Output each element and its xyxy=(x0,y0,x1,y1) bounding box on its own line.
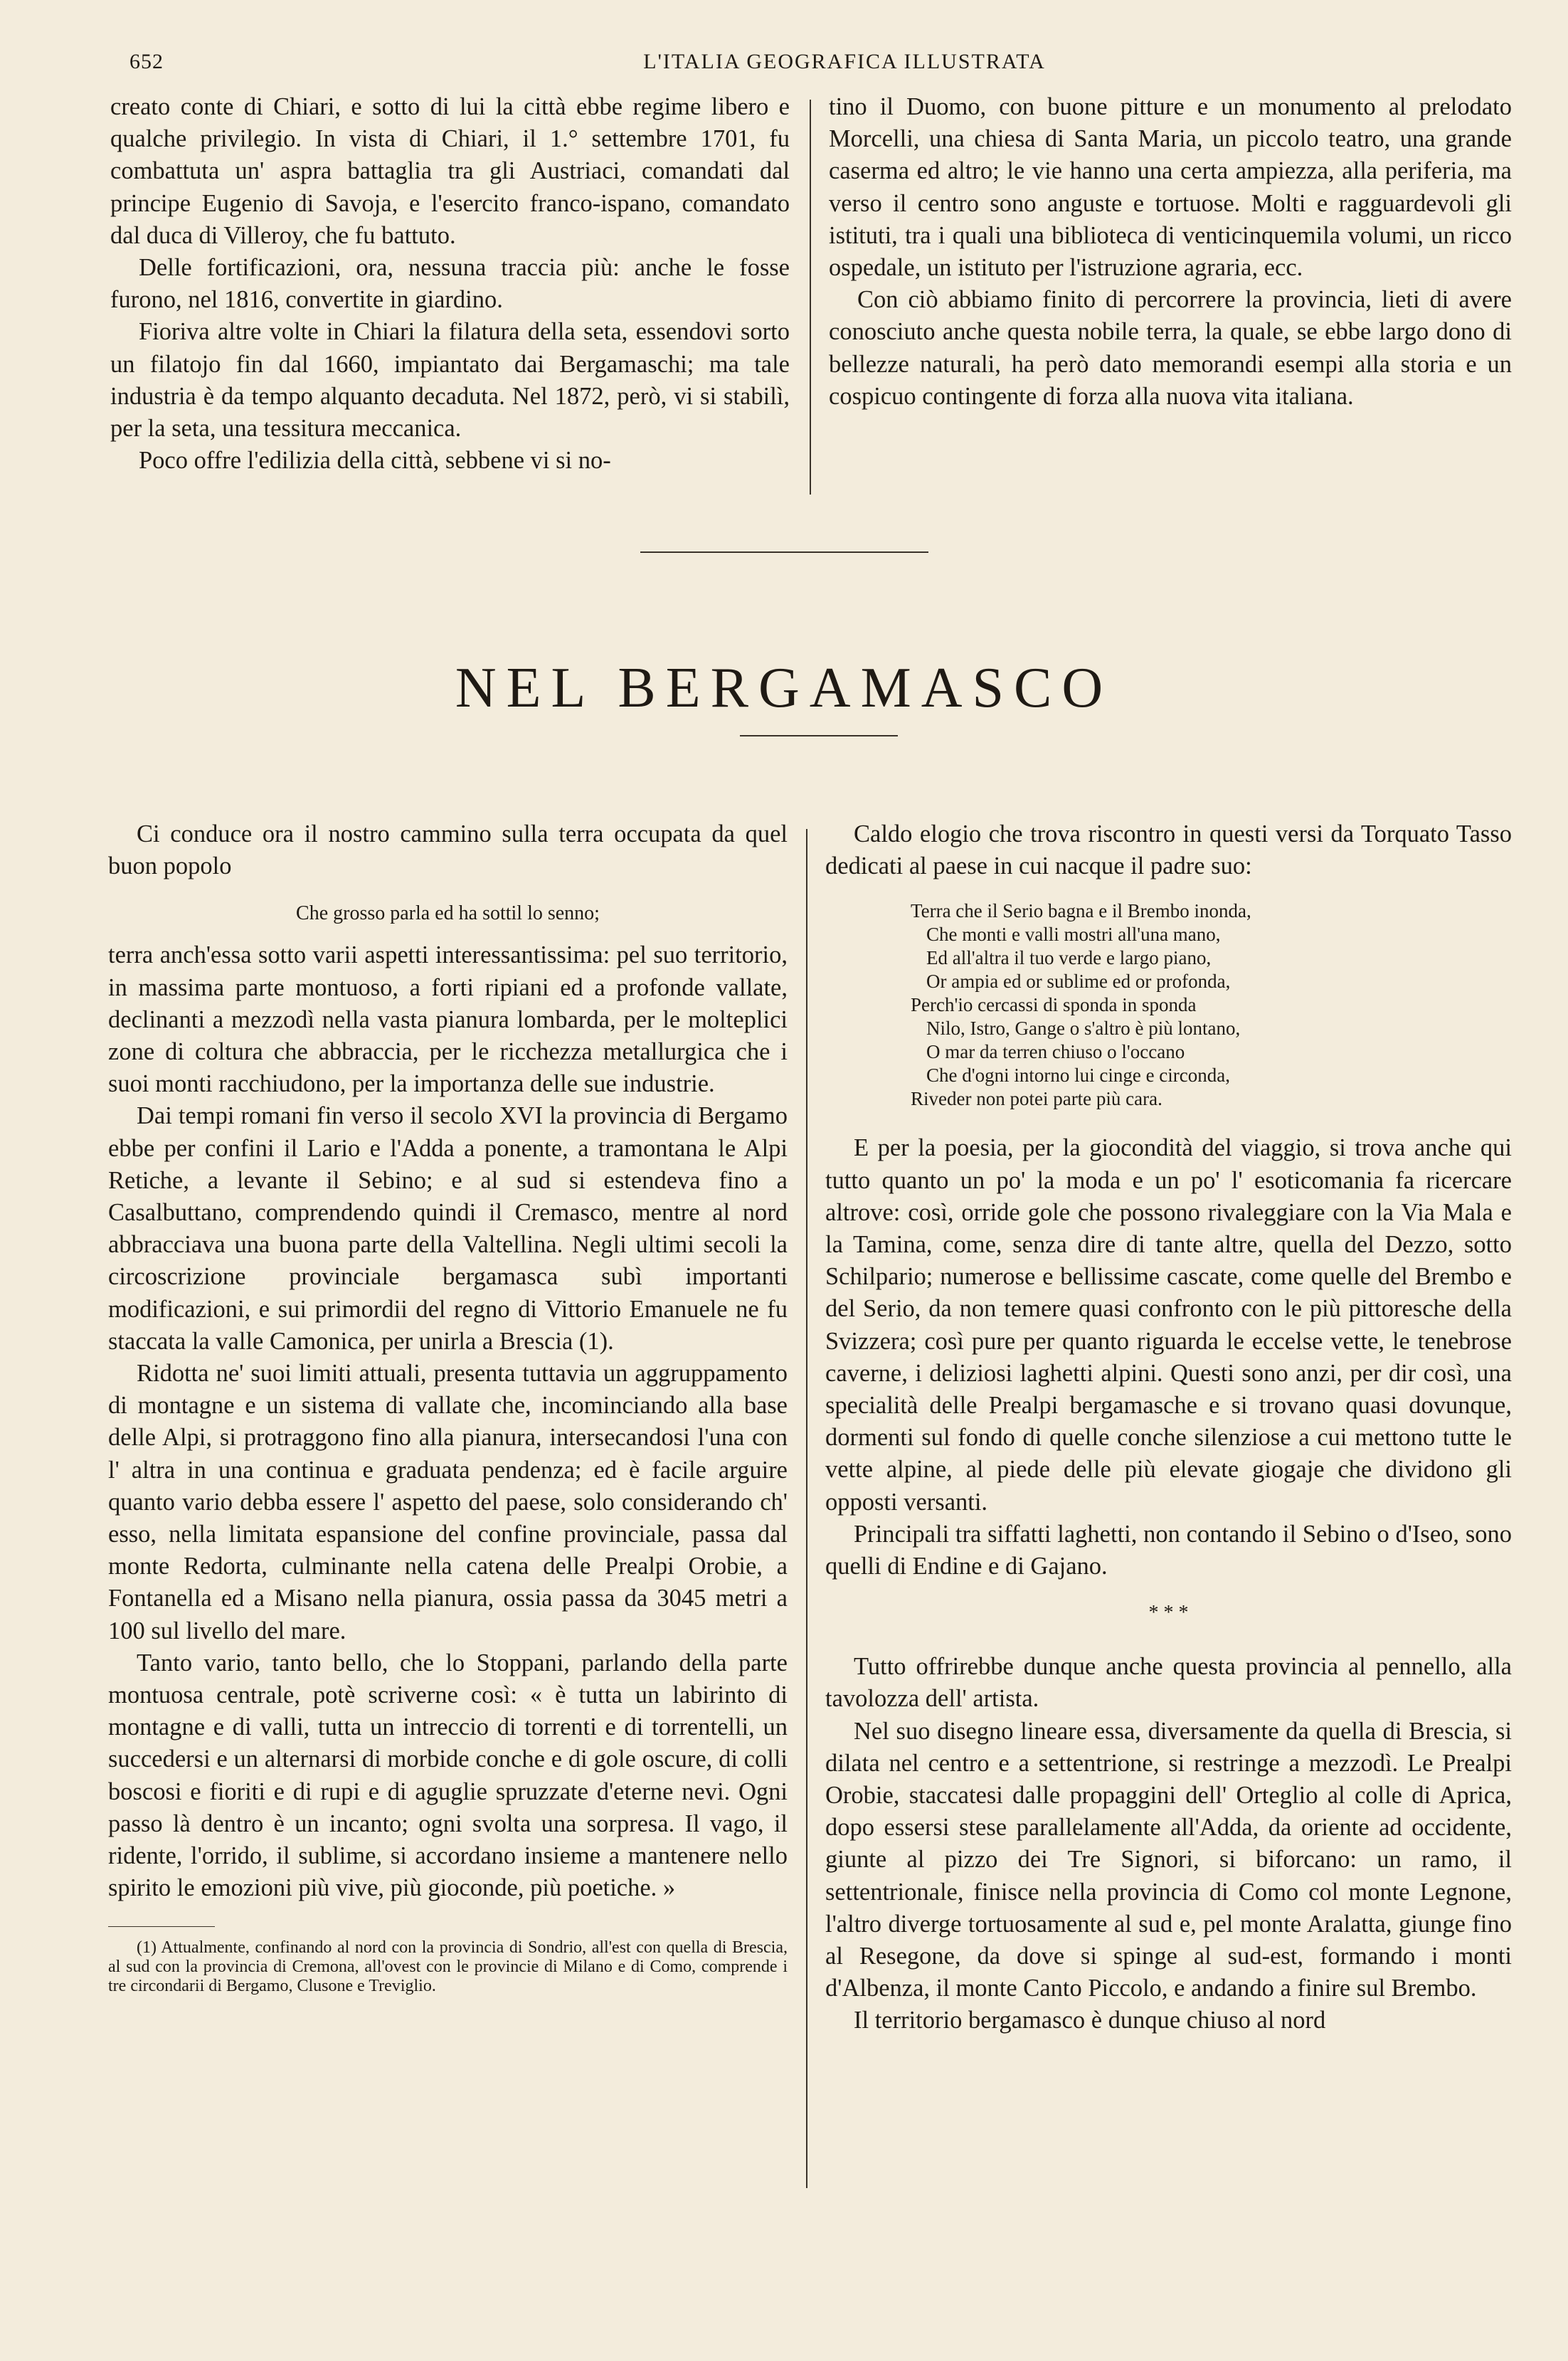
poem-line: Riveder non potei parte più cara. xyxy=(911,1088,1162,1110)
paragraph: Il territorio bergamasco è dunque chiuso al nord xyxy=(854,2007,1326,2034)
poem-line: O mar da terren chiuso o l'occano xyxy=(926,1041,1185,1063)
poem-line: Terra che il Serio bagna e il Brembo inonda, xyxy=(911,900,1251,922)
poem-line: Perch'io cercassi di sponda in sponda xyxy=(911,994,1197,1016)
paragraph: Tutto offrirebbe dunque anche questa provincia al pennello, alla tavolozza dell' artista. xyxy=(825,1653,1512,1713)
poem-line: Che d'ogni intorno lui cinge e circonda, xyxy=(926,1065,1231,1087)
paragraph: Con ciò abbiamo finito di percorrere la provincia, lieti di avere conosciuto anche questa nobile terra, la quale, se ebbe largo dono di bellezze naturali, ha però dato memorandi esempi alla storia e un cospicuo contingente di forza alla nuova vita italiana. xyxy=(829,286,1512,410)
paragraph: Principali tra siffatti laghetti, non contando il Sebino o d'Iseo, sono quelli di Endine e di Gajano. xyxy=(825,1520,1512,1580)
page-number: 652 xyxy=(129,50,164,73)
bottom-left-column xyxy=(108,818,788,1996)
verse-quote: Che grosso parla ed ha sottil lo senno; xyxy=(296,902,600,925)
page-header xyxy=(121,50,1468,85)
poem-line: Or ampia ed or sublime ed or profonda, xyxy=(926,971,1231,993)
paragraph: Poco offre l'edilizia della città, sebbene vi si no- xyxy=(139,447,611,475)
paragraph: E per la poesia, per la giocondità del viaggio, si trova anche qui tutto quanto un po' la moda e un po' l' esoticomania fa ricercare altrove: così, orride gole che possono rivaleggiare con la Via Mala e la Tamina, come, senza dire di tante altre, quella del Dezzo, sotto Schilpario; numerose e bellissime cascate, come quelle del Brembo e del Serio, da non temere quasi confronto con le più pittoresche della Svizzera; così pure per quanto riguarda le eccelse vette, le tenebrose caverne, i deliziosi laghetti alpini. Questi sono anzi, per dir così, una specialità delle Prealpi bergamasche e si trovano quasi dovunque, dormenti sul fondo di quelle conche silenziose a cui mettono tutte le vette alpine, al piede delle più elevate giogaje che dividono gli opposti versanti. xyxy=(825,1134,1512,1516)
paragraph: creato conte di Chiari, e sotto di lui la città ebbe regime libero e qualche privilegio. In vista di Chiari, il 1.° settembre 1701, fu combattuta un' aspra battaglia tra gli Austriaci, comandati dal principe Eugenio di Savoja, e l'esercito franco-ispano, comandato dal duca di Villeroy, che fu battuto. xyxy=(110,93,790,249)
running-title: L'ITALIA GEOGRAFICA ILLUSTRATA xyxy=(643,50,1046,73)
paragraph: terra anch'essa sotto varii aspetti interessantissima: pel suo territorio, in massima parte montuoso, a forti ripiani ed a profonde vallate, declinanti a mezzodì nella vasta pianura lombarda, per le molteplici zone di coltura che abbraccia, per le ricchezza metallurgica che i suoi monti racchiudono, per la importanza delle sue industrie. xyxy=(108,941,788,1098)
poem-line: Che monti e valli mostri all'una mano, xyxy=(926,924,1221,946)
paragraph: Tanto vario, tanto bello, che lo Stoppani, parlando della parte montuosa centrale, potè scriverne così: « è tutta un labirinto di montagne e di valli, tutta un intreccio di torrenti e di torrentelli, un succedersi e un alternarsi di morbide conche e di gole oscure, di colli boscosi e fioriti e di rupi e di aguglie spruzzate d'eterne nevi. Ogni passo là dentro è un incanto; ogni svolta una sorpresa. Il vago, il ridente, l'orrido, il sublime, si accordano insieme a mantenere nello spirito le emozioni più vive, più gioconde, più poetiche. » xyxy=(108,1649,788,1902)
paragraph: Fioriva altre volte in Chiari la filatura della seta, essendovi sorto un filatojo fin dal 1660, impiantato dai Bergamaschi; ma tale industria è da tempo alquanto decaduta. Nel 1872, però, vi si stabilì, per la seta, una tessitura meccanica. xyxy=(110,318,790,443)
paragraph: Caldo elogio che trova riscontro in questi versi da Torquato Tasso dedicati al paese in cui nacque il padre suo: xyxy=(825,820,1512,880)
paragraph: Delle fortificazioni, ora, nessuna traccia più: anche le fosse furono, nel 1816, convertite in giardino. xyxy=(110,254,790,314)
footnote: (1) Attualmente, confinando al nord con la provincia di Sondrio, all'est con quella di Brescia, al sud con la provincia di Cremona, all'ovest con le provincie di Milano e di Como, comprende i tre circondarii di Bergamo, Clusone e Treviglio. xyxy=(108,1938,788,1995)
paragraph: Ci conduce ora il nostro cammino sulla terra occupata da quel buon popolo xyxy=(108,820,788,880)
column-divider xyxy=(810,100,811,495)
section-rule-bottom xyxy=(740,735,898,736)
top-left-column xyxy=(110,91,790,477)
poem-line: Nilo, Istro, Gange o s'altro è più lontano, xyxy=(926,1018,1241,1040)
section-rule-top xyxy=(640,551,928,553)
column-divider xyxy=(806,829,807,2188)
asterism-separator: * * * xyxy=(1148,1602,1189,1625)
section-title: NEL BERGAMASCO xyxy=(455,656,1113,719)
paragraph: Nel suo disegno lineare essa, diversamente da quella di Brescia, si dilata nel centro e a settentrione, si restringe a mezzodì. Le Prealpi Orobie, staccatesi dalle propaggini dell' Orteglio al colle di Aprica, dopo essersi stese parallelamente all'Adda, da oriente ad occidente, giunte al pizzo dei Tre Signori, si biforcano: un ramo, il settentrionale, finisce nella provincia di Como col monte Legnone, l'altro diverge tortuosamente al sud e, pel monte Aralatta, giunge fino al Resegone, da dove si spinge al sud-est, formando i monti d'Albenza, il monte Canto Piccolo, e andando a finire sul Brembo. xyxy=(825,1717,1512,2002)
footnote-rule xyxy=(108,1926,215,1927)
bottom-right-column xyxy=(825,818,1512,2037)
poem-line: Ed all'altra il tuo verde e largo piano, xyxy=(926,947,1212,969)
paragraph: tino il Duomo, con buone pitture e un monumento al prelodato Morcelli, una chiesa di Santa Maria, un piccolo teatro, una grande caserma ed altro; le vie hanno una certa ampiezza, alla periferia, ma verso il centro sono anguste e tortuose. Molti e ragguardevoli gli istituti, tra i quali una biblioteca di venticinquemila volumi, un ricco ospedale, un istituto per l'istruzione agraria, ecc. xyxy=(829,93,1512,282)
poem xyxy=(825,899,1512,1111)
paragraph: Ridotta ne' suoi limiti attuali, presenta tuttavia un aggruppamento di montagne e un sistema di vallate che, incominciando alla base delle Alpi, si protraggono fino alla pianura, intersecandosi l'una con l' altra in una continua e graduata pendenza; ed è facile arguire quanto vario debba essere l' aspetto del paese, solo considerando ch' esso, nella limitata espansione del confine provinciale, passa dal monte Redorta, culminante nella catena delle Prealpi Orobie, a Fontanella ed a Misano nella pianura, ossia passa da 3045 metri a 100 sul livello del mare. xyxy=(108,1360,788,1644)
paragraph: Dai tempi romani fin verso il secolo XVI la provincia di Bergamo ebbe per confini il Lario e l'Adda a ponente, a tramontana le Alpi Retiche, a levante il Sebino; e al sud si estendeva fino a Casalbuttano, comprendendo quindi il Cremasco, mentre al nord abbracciava una buona parte della Valtellina. Negli ultimi secoli la circoscrizione provinciale bergamasca subì importanti modificazioni, e sui primordii del regno di Vittorio Emanuele ne fu staccata la valle Camonica, per unirla a Brescia (1). xyxy=(108,1102,788,1355)
top-right-column xyxy=(829,91,1512,413)
